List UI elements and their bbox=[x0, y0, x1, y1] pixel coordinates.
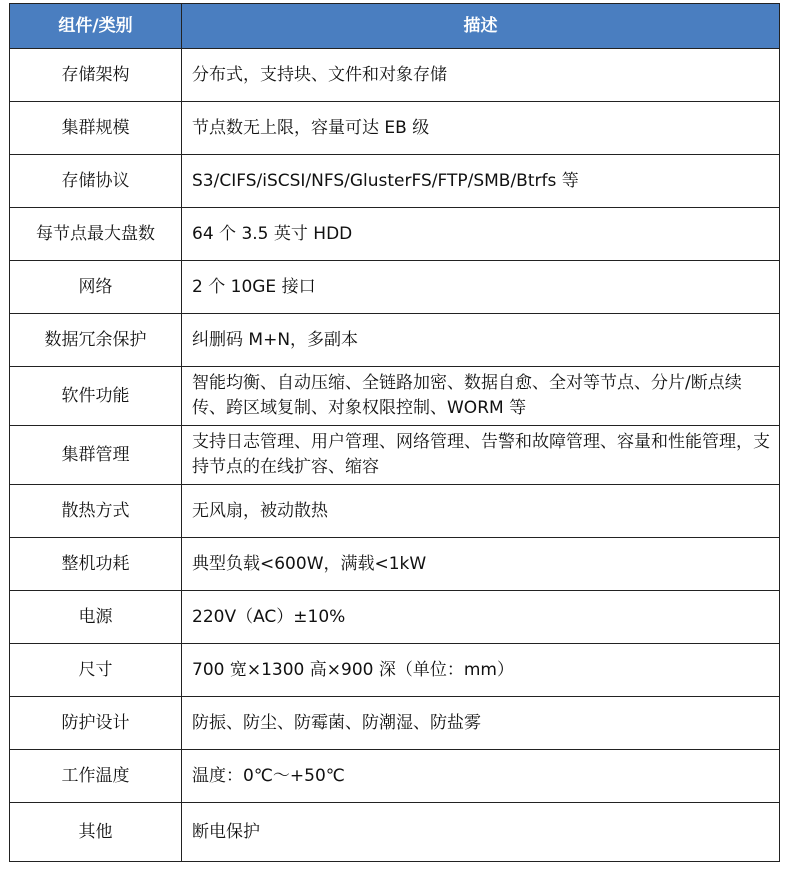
table-row bbox=[10, 102, 780, 155]
table-body bbox=[10, 49, 780, 862]
table-row bbox=[10, 485, 780, 538]
row-category: 散热方式 bbox=[10, 485, 182, 538]
row-category: 数据冗余保护 bbox=[10, 314, 182, 367]
table-row bbox=[10, 314, 780, 367]
row-category: 工作温度 bbox=[10, 750, 182, 803]
row-description: 支持日志管理、用户管理、网络管理、告警和故障管理、容量和性能管理，支持节点的在线扩容、缩容 bbox=[182, 426, 780, 485]
row-description: 典型负载<600W，满载<1kW bbox=[182, 538, 780, 591]
table-row bbox=[10, 750, 780, 803]
row-category: 尺寸 bbox=[10, 644, 182, 697]
row-category: 整机功耗 bbox=[10, 538, 182, 591]
spec-table bbox=[9, 3, 780, 862]
table-row bbox=[10, 155, 780, 208]
row-category: 电源 bbox=[10, 591, 182, 644]
header-category: 组件/类别 bbox=[10, 4, 182, 49]
table-row bbox=[10, 803, 780, 862]
row-description: 分布式，支持块、文件和对象存储 bbox=[182, 49, 780, 102]
row-category: 集群管理 bbox=[10, 426, 182, 485]
row-description: 节点数无上限，容量可达 EB 级 bbox=[182, 102, 780, 155]
row-category: 软件功能 bbox=[10, 367, 182, 426]
header-description: 描述 bbox=[182, 4, 780, 49]
row-category: 每节点最大盘数 bbox=[10, 208, 182, 261]
row-description: 智能均衡、自动压缩、全链路加密、数据自愈、全对等节点、分片/断点续传、跨区域复制、对象权限控制、WORM 等 bbox=[182, 367, 780, 426]
row-category: 其他 bbox=[10, 803, 182, 862]
table-row bbox=[10, 591, 780, 644]
row-category: 防护设计 bbox=[10, 697, 182, 750]
row-description: 220V（AC）±10% bbox=[182, 591, 780, 644]
row-description: 纠删码 M+N，多副本 bbox=[182, 314, 780, 367]
row-description: 64 个 3.5 英寸 HDD bbox=[182, 208, 780, 261]
table-row bbox=[10, 367, 780, 426]
table-row bbox=[10, 538, 780, 591]
table-row bbox=[10, 261, 780, 314]
row-description: 无风扇，被动散热 bbox=[182, 485, 780, 538]
table-header bbox=[10, 4, 780, 49]
row-description: 防振、防尘、防霉菌、防潮湿、防盐雾 bbox=[182, 697, 780, 750]
row-category: 网络 bbox=[10, 261, 182, 314]
row-description: 温度：0℃～+50℃ bbox=[182, 750, 780, 803]
row-category: 存储架构 bbox=[10, 49, 182, 102]
row-description: 2 个 10GE 接口 bbox=[182, 261, 780, 314]
row-category: 集群规模 bbox=[10, 102, 182, 155]
table-row bbox=[10, 426, 780, 485]
row-description: 断电保护 bbox=[182, 803, 780, 862]
row-description: 700 宽×1300 高×900 深（单位：mm） bbox=[182, 644, 780, 697]
table-row bbox=[10, 697, 780, 750]
row-category: 存储协议 bbox=[10, 155, 182, 208]
table-row bbox=[10, 49, 780, 102]
row-description: S3/CIFS/iSCSI/NFS/GlusterFS/FTP/SMB/Btrfs 等 bbox=[182, 155, 780, 208]
table-row bbox=[10, 644, 780, 697]
table-row bbox=[10, 208, 780, 261]
header-row bbox=[10, 4, 780, 49]
